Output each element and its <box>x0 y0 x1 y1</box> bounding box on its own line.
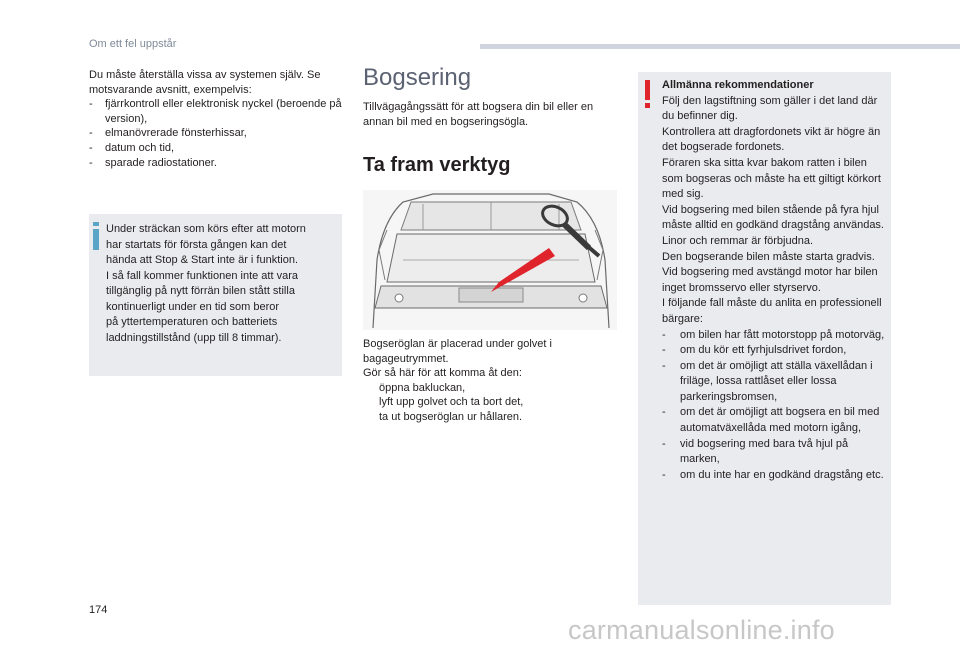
list-item <box>89 156 344 171</box>
trunk-tow-hook-illustration <box>363 190 617 330</box>
warning-list-item <box>662 328 888 344</box>
step-text: öppna bakluckan, <box>379 381 466 394</box>
warning-item-text: om det är omöjligt att ställa växellådan i friläge, lossa rattlåset eller lossa parkeringsbromsen, <box>680 359 873 403</box>
dash-marker: - <box>89 156 93 169</box>
section-title: Bogsering <box>363 64 472 91</box>
warning-title: Allmänna rekommendationer <box>662 79 814 91</box>
dash-marker: - <box>662 437 666 450</box>
step-item <box>363 410 621 425</box>
header-bar <box>480 44 960 49</box>
list-item-text: fjärrkontroll eller elektronisk nyckel (beroende på version), <box>105 98 342 125</box>
warning-list-item <box>662 359 888 406</box>
warning-paragraph: Föraren ska sitta kvar bakom ratten i bilen som bogseras och måste ha ett giltigt körkort med sig. <box>662 156 881 201</box>
info-line: tillgänglig på nytt förrän bilen stått stilla <box>106 285 295 297</box>
warning-paragraph: Följ den lagstiftning som gäller i det land där du befinner dig. <box>662 94 878 123</box>
dash-marker: - <box>662 468 666 481</box>
warning-paragraph: Kontrollera att dragfordonets vikt är högre än det bogserade fordonets. <box>662 125 881 154</box>
info-line: Under sträckan som körs efter att motorn <box>106 223 306 235</box>
left-column <box>89 68 344 170</box>
warning-list-item <box>662 343 888 359</box>
dash-marker: - <box>662 359 666 372</box>
step-text: ta ut bogseröglan ur hållaren. <box>379 410 523 423</box>
info-line: laddningstillstånd (upp till 8 timmar). <box>106 331 282 344</box>
step-item <box>363 395 621 410</box>
watermark: carmanualsonline.info <box>568 615 835 645</box>
intro-line: motsvarande avsnitt, exempelvis: <box>89 83 252 96</box>
info-icon <box>93 222 101 250</box>
warning-list-item <box>662 405 888 436</box>
dash-marker: - <box>662 344 666 357</box>
list-item <box>89 141 344 156</box>
warning-item-text: om du inte har en godkänd dragstång etc. <box>680 468 884 481</box>
info-line: på yttertemperaturen och batteriets <box>106 316 278 328</box>
warning-list-item <box>662 437 888 468</box>
info-box <box>89 214 342 376</box>
subsection-title: Ta fram verktyg <box>363 154 511 176</box>
list-item-text: datum och tid, <box>105 141 175 154</box>
warning-item-text: vid bogsering med bara två hjul på marken, <box>680 437 849 466</box>
intro-line: Du måste återställa vissa av systemen själv. Se <box>89 69 321 81</box>
warning-item-text: om du kör ett fyrhjulsdrivet fordon, <box>680 344 847 357</box>
list-item <box>89 126 344 141</box>
info-line: kontinuerligt under en tid som beror <box>106 300 280 313</box>
dash-marker: - <box>89 98 93 111</box>
warning-item-text: om bilen har fått motorstopp på motorväg, <box>680 328 885 341</box>
description-line: bagageutrymmet. <box>363 352 449 365</box>
warning-box <box>638 72 891 605</box>
list-item <box>89 97 344 126</box>
step-text: lyft upp golvet och ta bort det, <box>379 396 524 409</box>
warning-list-item <box>662 468 888 484</box>
step-item <box>363 381 621 396</box>
warning-content <box>662 78 888 483</box>
page-number: 174 <box>89 604 108 616</box>
info-line: I så fall kommer funktionen inte att vara <box>106 269 298 282</box>
info-line: hända att Stop & Start inte är i funktion. <box>106 254 299 266</box>
header-section-label: Om ett fel uppstår <box>89 38 177 50</box>
dash-marker: - <box>89 141 93 154</box>
dash-marker: - <box>662 328 666 341</box>
list-item-text: sparade radiostationer. <box>105 156 217 169</box>
dash-marker: - <box>662 406 666 419</box>
warning-paragraph: Den bogserande bilen måste starta gradvis. <box>662 250 875 263</box>
description-line: Gör så här för att komma åt den: <box>363 367 522 380</box>
middle-column <box>363 64 623 176</box>
warning-icon <box>645 80 651 108</box>
warning-item-text: om det är omöjligt att bogsera en bil med automatväxellåda med motorn igång, <box>680 406 880 435</box>
info-text <box>106 222 338 346</box>
section-intro: Tillvägagångssätt för att bogsera din bil eller en annan bil med en bogseringsögla. <box>363 101 594 128</box>
image-description <box>363 337 621 425</box>
warning-paragraph: I följande fall måste du anlita en professionell bärgare: <box>662 297 882 325</box>
list-item-text: elmanövrerade fönsterhissar, <box>105 127 247 140</box>
description-line: Bogseröglan är placerad under golvet i <box>363 338 552 350</box>
warning-paragraph: Vid bogsering med bilen stående på fyra hjul måste alltid en godkänd dragstång användas. Linor och remmar är förbjudna. <box>662 203 884 247</box>
warning-paragraph: Vid bogsering med avstängd motor har bilen inget bromsservo eller styrservo. <box>662 266 878 294</box>
info-line: har startats för första gången kan det <box>106 238 287 251</box>
dash-marker: - <box>89 127 93 140</box>
